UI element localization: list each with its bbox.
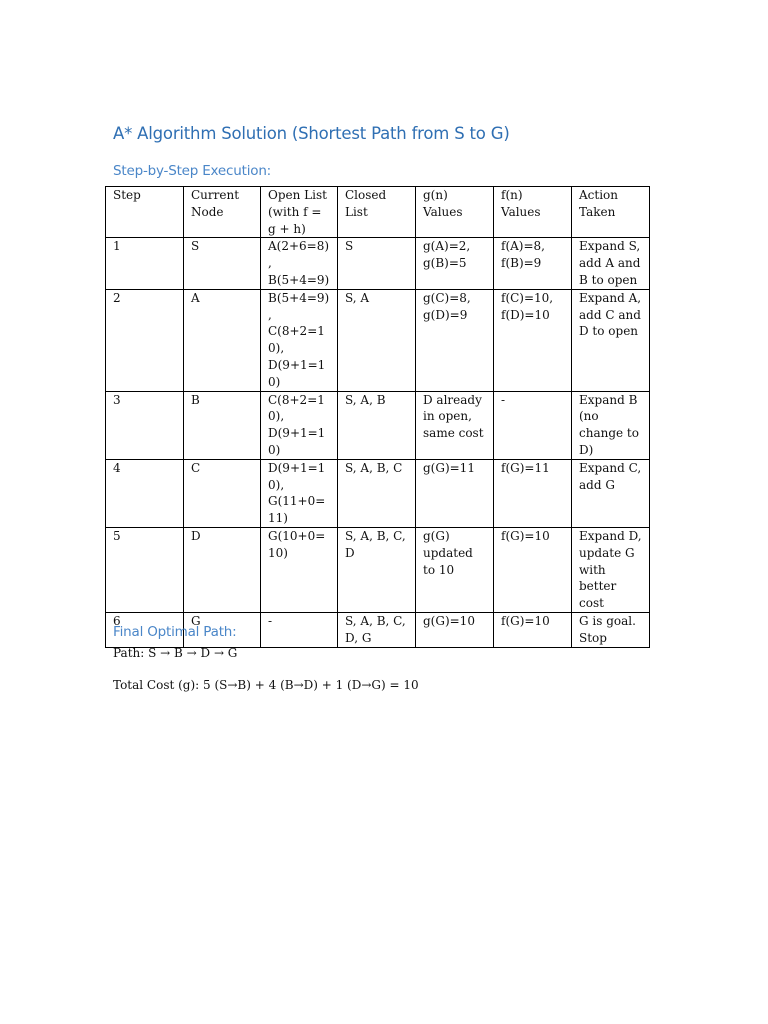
cell-g-values: g(G)=11 [416,459,494,527]
table-row [106,391,650,459]
cell-closed-list: S, A, B, C, D, G [338,612,416,647]
cell-current-node: G [184,612,261,647]
path-line: Path: S → B → D → G [113,646,238,660]
cell-current-node: A [184,289,261,391]
cell-open-list: G(10+0=10) [261,527,338,612]
cell-closed-list: S, A, B, C [338,459,416,527]
header-cell-action: Action Taken [572,187,650,238]
cell-action: G is goal. Stop [572,612,650,647]
execution-heading: Step-by-Step Execution: [113,163,272,179]
cell-step: 3 [106,391,184,459]
document-title: A* Algorithm Solution (Shortest Path from S to G) [113,124,510,143]
cell-open-list: D(9+1=10), G(11+0=11) [261,459,338,527]
cell-action: Expand C, add G [572,459,650,527]
header-cell-open-list: Open List (with f = g + h) [261,187,338,238]
cell-step: 6 [106,612,184,647]
cell-open-list: - [261,612,338,647]
final-path-heading: Final Optimal Path: [113,624,237,640]
cell-action: Expand D, update G with better cost [572,527,650,612]
cell-g-values: g(A)=2, g(B)=5 [416,238,494,289]
table-row [106,527,650,612]
cell-open-list: A(2+6=8), B(5+4=9) [261,238,338,289]
table-row [106,459,650,527]
cell-step: 2 [106,289,184,391]
header-cell-closed-list: Closed List [338,187,416,238]
cell-f-values: - [494,391,572,459]
total-cost-line: Total Cost (g): 5 (S→B) + 4 (B→D) + 1 (D→G) = 10 [113,678,419,692]
header-cell-g-values: g(n) Values [416,187,494,238]
cell-action: Expand A, add C and D to open [572,289,650,391]
cell-g-values: D already in open, same cost [416,391,494,459]
cell-current-node: C [184,459,261,527]
cell-open-list: C(8+2=10), D(9+1=10) [261,391,338,459]
cell-action: Expand S, add A and B to open [572,238,650,289]
header-cell-current-node: Current Node [184,187,261,238]
cell-closed-list: S, A, B [338,391,416,459]
cell-step: 1 [106,238,184,289]
cell-closed-list: S, A, B, C, D [338,527,416,612]
cell-g-values: g(G) updated to 10 [416,527,494,612]
cell-open-list: B(5+4=9), C(8+2=10), D(9+1=10) [261,289,338,391]
cell-f-values: f(G)=10 [494,527,572,612]
cell-closed-list: S [338,238,416,289]
table-row [106,289,650,391]
cell-f-values: f(C)=10, f(D)=10 [494,289,572,391]
cell-step: 5 [106,527,184,612]
steps-table [105,186,650,648]
header-cell-f-values: f(n) Values [494,187,572,238]
cell-f-values: f(G)=11 [494,459,572,527]
cell-action: Expand B (no change to D) [572,391,650,459]
cell-step: 4 [106,459,184,527]
cell-f-values: f(A)=8, f(B)=9 [494,238,572,289]
table-row [106,238,650,289]
cell-g-values: g(C)=8, g(D)=9 [416,289,494,391]
cell-current-node: B [184,391,261,459]
cell-g-values: g(G)=10 [416,612,494,647]
header-cell-step: Step [106,187,184,238]
cell-current-node: S [184,238,261,289]
table-header-row [106,187,650,238]
cell-closed-list: S, A [338,289,416,391]
cell-f-values: f(G)=10 [494,612,572,647]
cell-current-node: D [184,527,261,612]
